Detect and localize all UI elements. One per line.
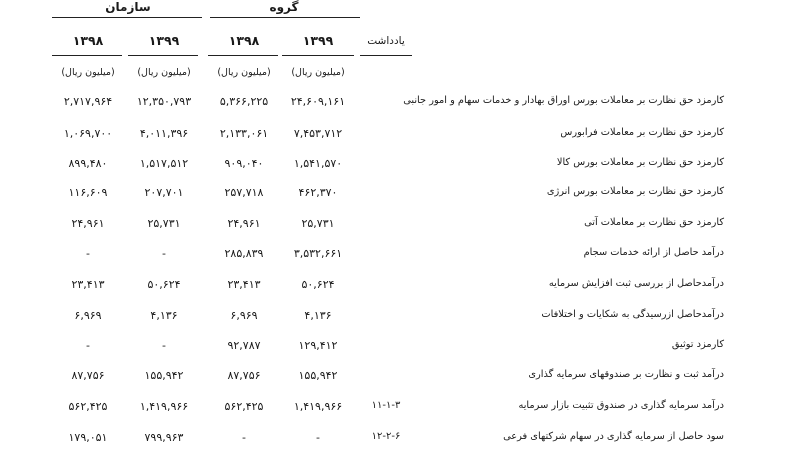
value-group-1399: ۱۵۵,۹۴۲ xyxy=(298,369,338,382)
value-org-1398: - xyxy=(86,247,90,260)
unit-label: (میلیون ریال) xyxy=(291,67,345,78)
value-org-1398: ۶,۹۶۹ xyxy=(74,309,102,322)
unit-label: (میلیون ریال) xyxy=(137,67,191,78)
value-org-1399: ۴,۱۳۶ xyxy=(150,309,178,322)
value-org-1398: ۸۹۹,۴۸۰ xyxy=(68,157,108,170)
year-org-1398: ۱۳۹۸ xyxy=(72,33,104,48)
value-group-1399: ۷,۴۵۳,۷۱۲ xyxy=(293,127,343,140)
value-group-1398: ۹۰۹,۰۴۰ xyxy=(224,157,264,170)
year-rule xyxy=(208,55,278,56)
unit-label: (میلیون ریال) xyxy=(217,67,271,78)
org-header: سازمان xyxy=(105,0,151,14)
table-row xyxy=(0,309,785,323)
row-label: درآمد ثبت و نظارت بر صندوقهای سرمایه گذاری xyxy=(528,369,724,380)
value-org-1398: ۱۷۹,۰۵۱ xyxy=(68,431,108,444)
value-group-1399: ۲۵,۷۳۱ xyxy=(301,217,335,230)
value-group-1398: ۵,۳۶۶,۲۲۵ xyxy=(219,95,269,108)
row-label: کارمزد توثیق xyxy=(671,339,724,350)
value-group-1399: ۱۲۹,۴۱۲ xyxy=(298,339,338,352)
value-org-1399: ۱,۵۱۷,۵۱۲ xyxy=(139,157,189,170)
year-rule xyxy=(282,55,354,56)
year-org-1399: ۱۳۹۹ xyxy=(148,33,180,48)
value-group-1399: ۵۰,۶۲۴ xyxy=(301,278,335,291)
value-org-1398: ۱۱۶,۶۰۹ xyxy=(68,186,108,199)
value-org-1399: ۱۵۵,۹۴۲ xyxy=(144,369,184,382)
table-row xyxy=(0,186,785,200)
table-row xyxy=(0,431,785,445)
value-group-1399: - xyxy=(316,431,320,444)
value-org-1398: ۲,۷۱۷,۹۶۴ xyxy=(63,95,113,108)
value-org-1399: - xyxy=(162,339,166,352)
value-org-1399: ۲۰۷,۷۰۱ xyxy=(144,186,184,199)
value-group-1399: ۲۴,۶۰۹,۱۶۱ xyxy=(290,95,346,108)
table-row xyxy=(0,95,785,109)
table-row xyxy=(0,339,785,353)
value-group-1398: - xyxy=(242,431,246,444)
year-rule xyxy=(52,55,122,56)
year-group-1399: ۱۳۹۹ xyxy=(302,33,334,48)
value-org-1399: ۱,۴۱۹,۹۶۶ xyxy=(139,400,189,413)
note-column-header: یادداشت xyxy=(367,35,405,47)
group-header-rule xyxy=(210,17,360,18)
value-org-1398: ۵۶۲,۴۲۵ xyxy=(68,400,108,413)
table-row xyxy=(0,369,785,383)
value-org-1399: - xyxy=(162,247,166,260)
note-ref: ۱۲-۲-۶ xyxy=(371,431,401,442)
value-org-1398: ۱,۰۶۹,۷۰۰ xyxy=(63,127,113,140)
table-row xyxy=(0,247,785,261)
value-group-1398: ۶,۹۶۹ xyxy=(230,309,258,322)
unit-label: (میلیون ریال) xyxy=(61,67,115,78)
group-header: گروه xyxy=(269,0,299,14)
value-group-1398: ۲۳,۴۱۳ xyxy=(227,278,261,291)
row-label: درآمد سرمایه گذاری در صندوق تثبیت بازار سرمایه xyxy=(518,400,724,411)
row-label: کارمزد حق نظارت بر معاملات فرابورس xyxy=(560,127,724,138)
note-rule xyxy=(360,55,412,56)
value-group-1398: ۲۵۷,۷۱۸ xyxy=(224,186,264,199)
year-rule xyxy=(128,55,198,56)
table-row xyxy=(0,217,785,231)
table-row xyxy=(0,127,785,141)
value-org-1399: ۲۵,۷۳۱ xyxy=(147,217,181,230)
value-group-1398: ۲۸۵,۸۳۹ xyxy=(224,247,264,260)
table-row xyxy=(0,278,785,292)
value-org-1398: ۲۴,۹۶۱ xyxy=(71,217,105,230)
table-row xyxy=(0,157,785,171)
row-label: درآمد حاصل از ارائه خدمات سجام xyxy=(583,247,724,258)
value-group-1398: ۲,۱۳۳,۰۶۱ xyxy=(219,127,269,140)
value-org-1399: ۴,۰۱۱,۳۹۶ xyxy=(139,127,189,140)
table-row xyxy=(0,400,785,414)
year-group-1398: ۱۳۹۸ xyxy=(228,33,260,48)
value-group-1398: ۹۲,۷۸۷ xyxy=(227,339,261,352)
note-ref: ۱۱-۱-۳ xyxy=(371,400,401,411)
value-org-1398: ۸۷,۷۵۶ xyxy=(71,369,105,382)
value-org-1399: ۷۹۹,۹۶۳ xyxy=(144,431,184,444)
value-group-1398: ۲۴,۹۶۱ xyxy=(227,217,261,230)
row-label: درآمدحاصل از بررسی ثبت افزایش سرمایه xyxy=(548,278,724,289)
value-org-1399: ۱۲,۳۵۰,۷۹۳ xyxy=(136,95,192,108)
value-group-1398: ۸۷,۷۵۶ xyxy=(227,369,261,382)
row-label: کارمزد حق نظارت بر معاملات بورس کالا xyxy=(556,157,724,168)
value-group-1399: ۴۶۲,۳۷۰ xyxy=(298,186,338,199)
value-group-1399: ۳,۵۳۲,۶۶۱ xyxy=(293,247,343,260)
value-group-1399: ۱,۴۱۹,۹۶۶ xyxy=(293,400,343,413)
value-org-1398: ۲۳,۴۱۳ xyxy=(71,278,105,291)
value-org-1399: ۵۰,۶۲۴ xyxy=(147,278,181,291)
value-group-1399: ۴,۱۳۶ xyxy=(304,309,332,322)
value-org-1398: - xyxy=(86,339,90,352)
org-header-rule xyxy=(52,17,202,18)
value-group-1398: ۵۶۲,۴۲۵ xyxy=(224,400,264,413)
value-group-1399: ۱,۵۴۱,۵۷۰ xyxy=(293,157,343,170)
row-label: کارمزد حق نظارت بر معاملات بورس انرژی xyxy=(546,186,724,197)
row-label: درآمدحاصل ازرسیدگی به شکایات و اختلافات xyxy=(541,309,724,320)
row-label: سود حاصل از سرمایه گذاری در سهام شرکتهای فرعی xyxy=(503,431,724,442)
row-label: کارمزد حق نظارت بر معاملات آتی xyxy=(584,217,724,228)
row-label: کارمزد حق نظارت بر معاملات بورس اوراق بهادار و خدمات سهام و امور جانبی xyxy=(403,95,724,106)
